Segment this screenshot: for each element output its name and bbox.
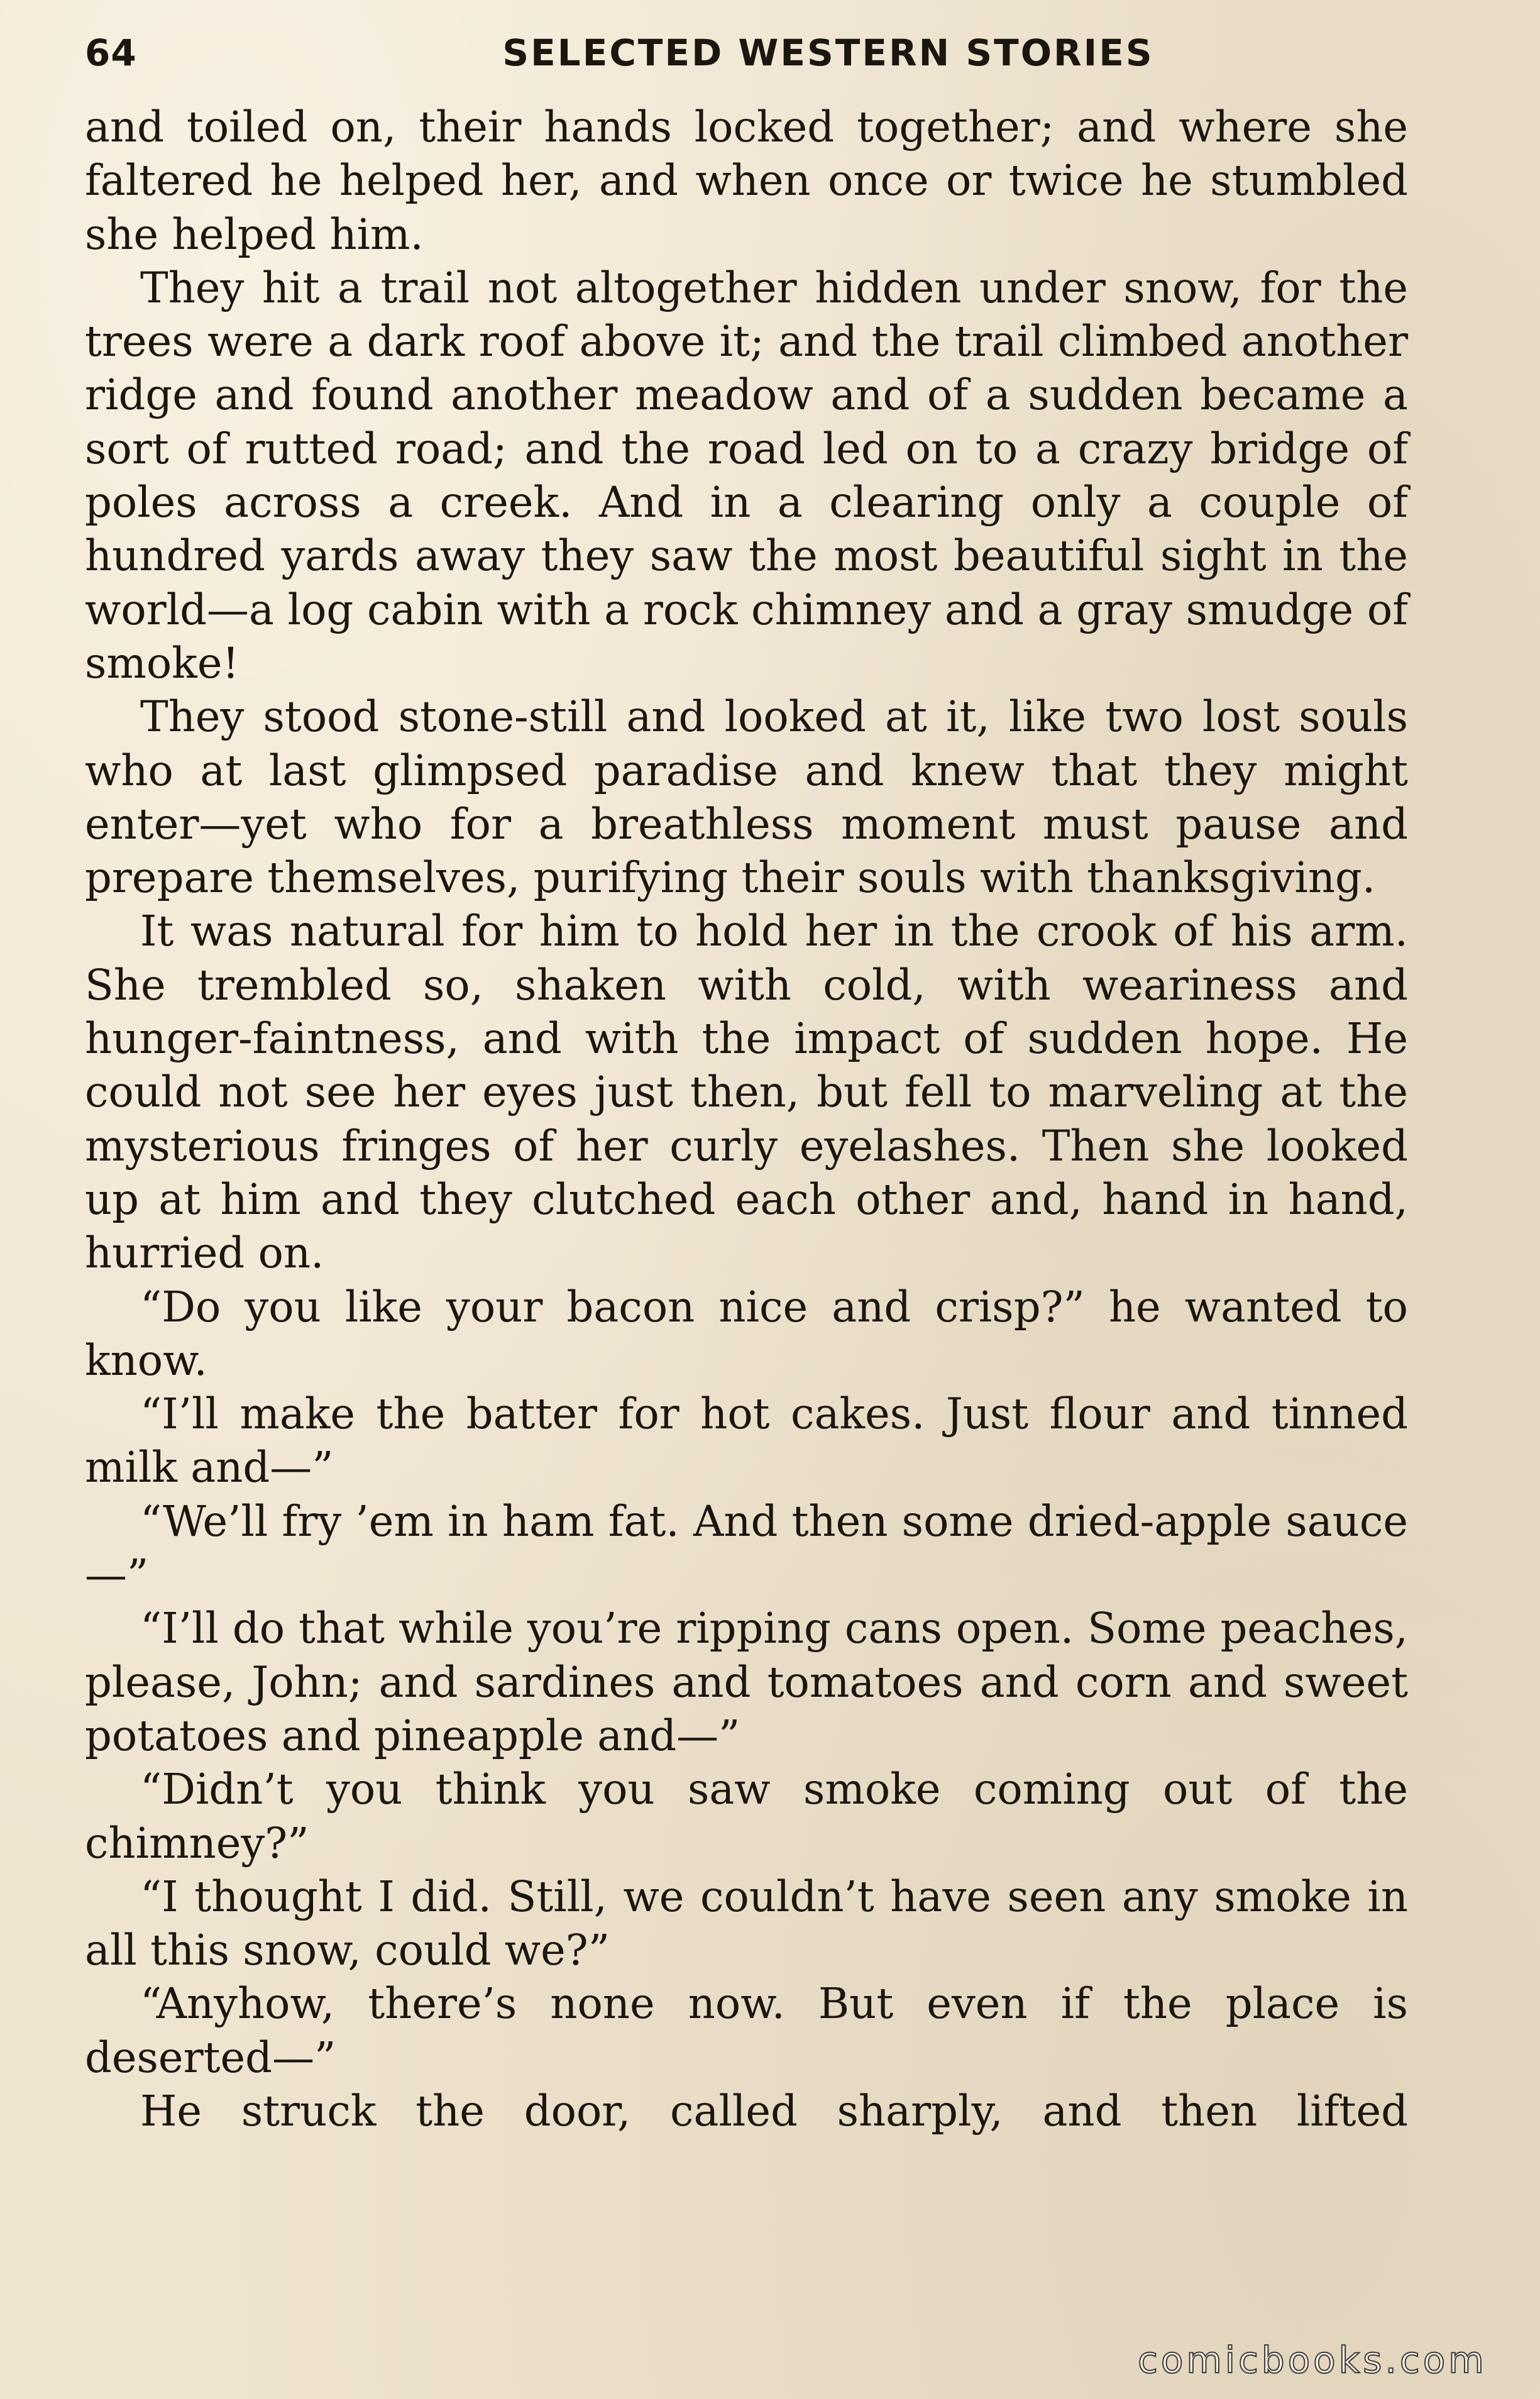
paragraph-stone-still: They stood stone-still and looked at it, like two lost souls who at last glimpsed paradise and knew that they might enter—yet who for a breathless moment must pause and prepare themselves, purifying their souls with thanksgiving. bbox=[85, 692, 1408, 903]
dialogue-thought: “I thought I did. Still, we couldn’t have seen any smoke in all this snow, could we?” bbox=[85, 1872, 1408, 1975]
dialogue-deserted: “Anyhow, there’s none now. But even if the place is deserted—” bbox=[85, 1979, 1408, 2082]
dialogue-hot-cakes: “I’ll make the batter for hot cakes. Just flour and tinned milk and—” bbox=[85, 1389, 1408, 1492]
page-number: 64 bbox=[85, 31, 137, 74]
paragraph-continuation: and toiled on, their hands locked together; and where she faltered he helped her, and when once or twice he stumbled she helped him. bbox=[85, 102, 1408, 259]
paragraph-struck-door: He struck the door, called sharply, and then lifted bbox=[140, 2086, 1408, 2136]
body-text bbox=[85, 101, 1408, 2138]
paragraph-trail: They hit a trail not altogether hidden under snow, for the trees were a dark roof above it; and the trail climbed another ridge and found another meadow and of a sudden became a sort of rutted road; and the road led on to a crazy bridge of poles across a creek. And in a clearing only a couple of hundred yards away they saw the most beautiful sight in the world—a log cabin with a rock chimney and a gray smudge of smoke! bbox=[85, 263, 1408, 688]
running-title: SELECTED WESTERN STORIES bbox=[502, 31, 1154, 74]
dialogue-cans: “I’ll do that while you’re ripping cans open. Some peaches, please, John; and sardines and tomatoes and corn and sweet potatoes and pineapple and—” bbox=[85, 1604, 1408, 1760]
running-head bbox=[85, 25, 1408, 101]
dialogue-smoke-question: “Didn’t you think you saw smoke coming out of the chimney?” bbox=[85, 1765, 1408, 1868]
site-watermark: comicbooks.com bbox=[1138, 2339, 1487, 2381]
book-page bbox=[85, 25, 1408, 2138]
paragraph-crook-of-arm: It was natural for him to hold her in the crook of his arm. She trembled so, shaken with cold, with weariness and hunger-faintness, and with the impact of sudden hope. He could not see her eyes just then, but fell to marveling at the mysterious fringes of her curly eyelashes. Then she looked up at him and they clutched each other and, hand in hand, hurried on. bbox=[85, 907, 1408, 1278]
dialogue-ham-fat: “We’ll fry ’em in ham fat. And then some dried-apple sauce—” bbox=[85, 1496, 1408, 1600]
dialogue-bacon: “Do you like your bacon nice and crisp?” he wanted to know. bbox=[85, 1282, 1408, 1385]
